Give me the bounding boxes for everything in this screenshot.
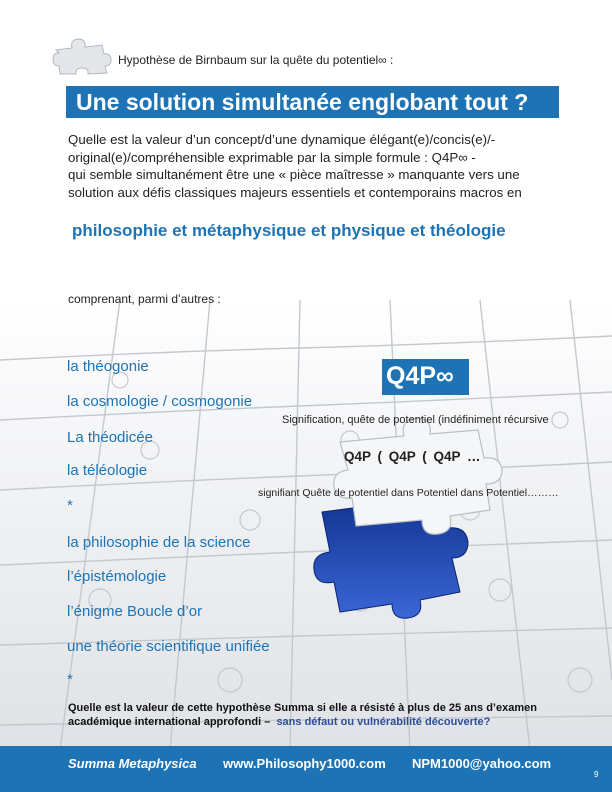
topic-item: une théorie scientifique unifiée xyxy=(67,638,270,655)
including-label: comprenant, parmi d’autres : xyxy=(68,292,221,306)
intro-line: qui semble simultanément être une « pièce maîtresse » manquante vers une xyxy=(68,167,520,182)
question-line xyxy=(68,715,598,729)
puzzle-piece-icon xyxy=(52,36,112,76)
topic-item: l’épistémologie xyxy=(67,568,167,585)
closing-question xyxy=(68,701,598,729)
title-banner xyxy=(66,86,559,118)
intro-line: original(e)/compréhensible exprimable par la simple formule : Q4P∞ - xyxy=(68,149,476,165)
formula-label: Q4P∞ xyxy=(386,362,454,390)
question-line: Quelle est la valeur de cette hypothèse Summa si elle a résisté à plus de 25 ans d’examen xyxy=(68,702,537,714)
topic-item: * xyxy=(67,671,73,688)
formula-recursive: Q4P ( Q4P ( Q4P … xyxy=(344,449,481,464)
topic-item: La théodicée xyxy=(67,429,153,446)
intro-paragraph xyxy=(68,131,588,201)
header-subtitle: Hypothèse de Birnbaum sur la quête du potentiel∞ : xyxy=(118,53,394,67)
intro-line: Quelle est la valeur d’un concept/d’une dynamique élégant(e)/concis(e)/- xyxy=(68,132,496,147)
footer-website-link[interactable]: www.Philosophy1000.com xyxy=(223,756,386,771)
formula-signification: Signification, quête de potentiel (indéfiniment récursive xyxy=(282,414,549,426)
question-line-text: académique international approfondi – xyxy=(68,716,271,728)
footer-brand: Summa Metaphysica xyxy=(68,756,197,771)
topic-item: la téléologie xyxy=(67,462,148,479)
footer-email-link[interactable]: NPM1000@yahoo.com xyxy=(412,756,552,771)
footer-bar xyxy=(0,746,612,792)
page-title: Une solution simultanée englobant tout ? xyxy=(76,89,529,115)
page-number: 9 xyxy=(594,770,599,779)
formula-badge xyxy=(382,359,469,395)
topic-item: * xyxy=(67,497,73,514)
disciplines-heading: philosophie et métaphysique et physique et théologie xyxy=(72,221,506,240)
topic-item: la cosmologie / cosmogonie xyxy=(67,393,253,410)
topic-item: la philosophie de la science xyxy=(67,534,251,551)
topic-item: la théogonie xyxy=(67,358,149,375)
formula-meaning: signifiant Quête de potentiel dans Potentiel dans Potentiel……… xyxy=(258,487,559,499)
question-highlight: sans défaut ou vulnérabilité découverte? xyxy=(276,716,491,728)
intro-line: solution aux défis classiques majeurs essentiels et contemporains macros en xyxy=(68,184,522,200)
topic-item: l’énigme Boucle d’or xyxy=(67,603,203,620)
